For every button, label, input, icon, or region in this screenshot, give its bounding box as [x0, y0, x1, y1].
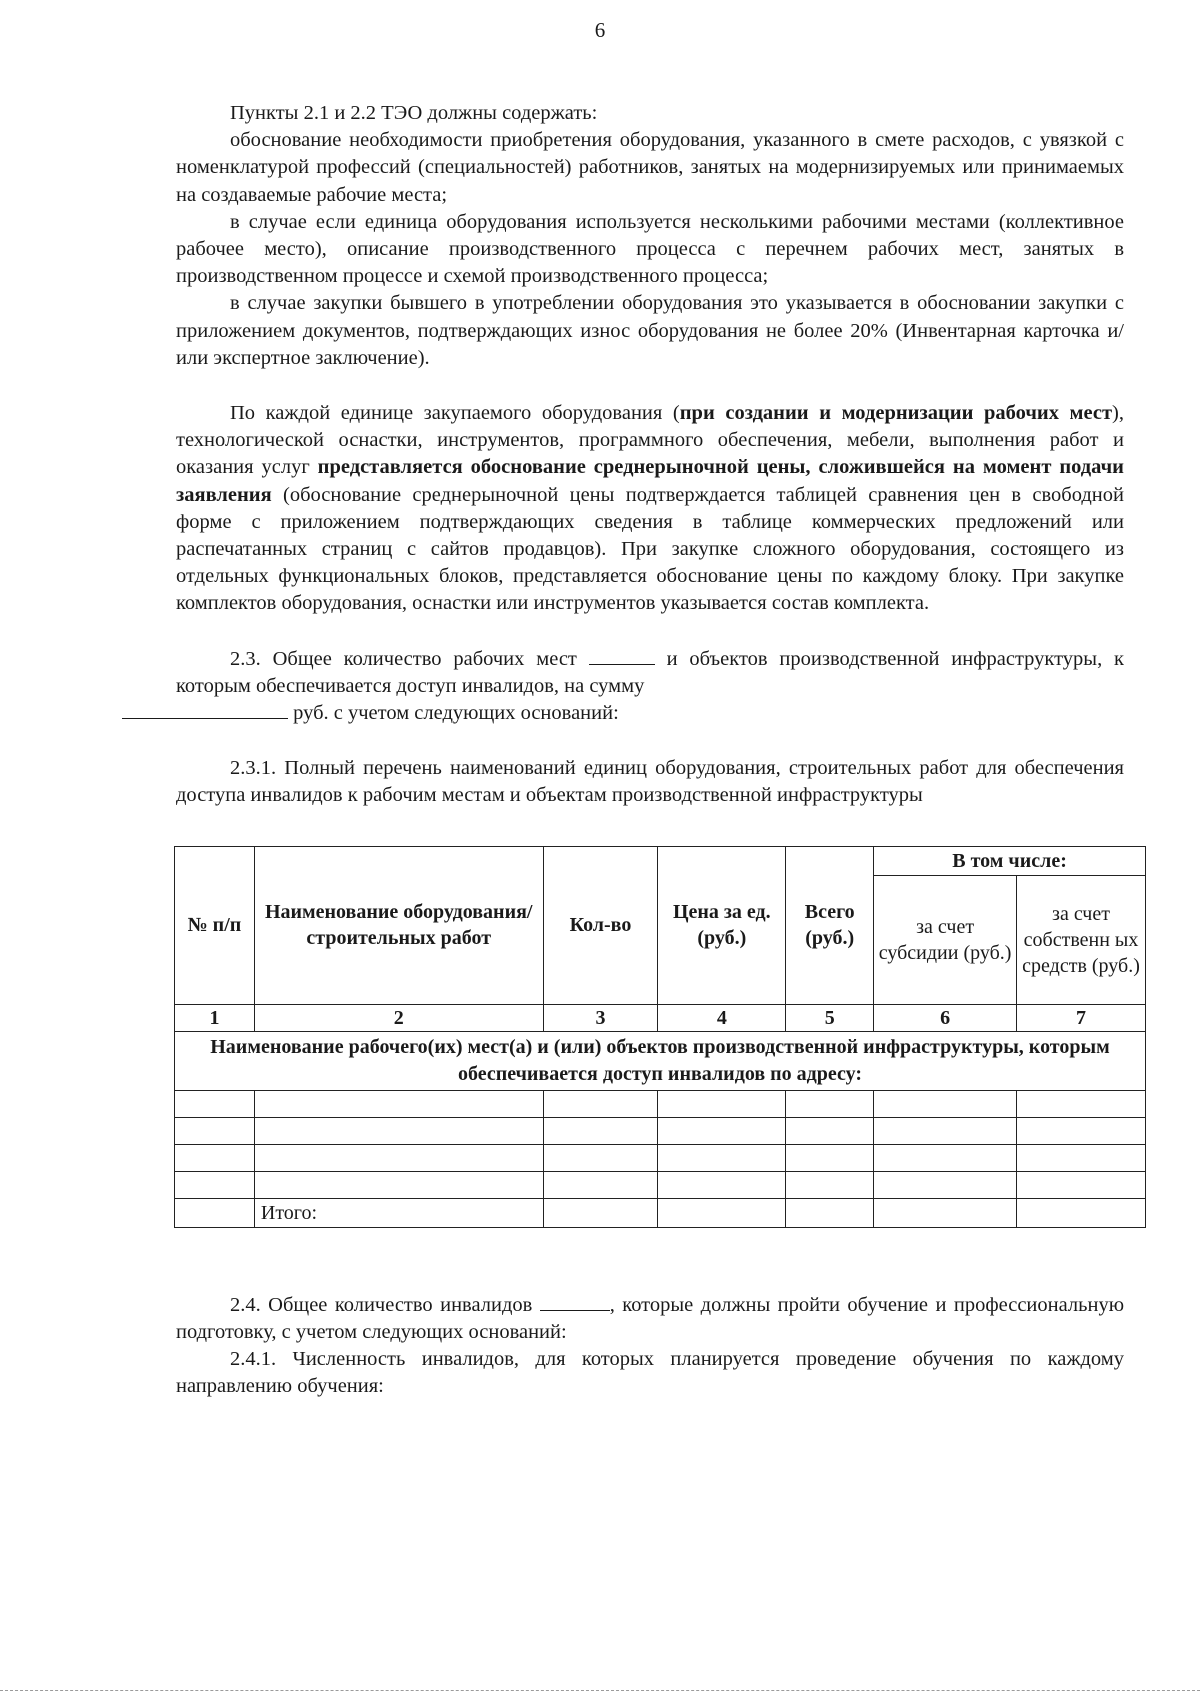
- market-price-text-1: По каждой единице закупаемого оборудования (: [230, 402, 680, 425]
- section-address-row: Наименование рабочего(их) мест(а) и (или) объектов производственной инфраструктуры, которым обеспечивается доступ инвалидов по адресу:: [175, 1031, 1146, 1090]
- header-including: В том числе:: [874, 846, 1146, 875]
- header-total: Всего (руб.): [786, 846, 874, 1004]
- header-num: № п/п: [175, 846, 255, 1004]
- section-2-3-text-2: и объектов производственной инфраструктуры, к которым обеспечивается доступ инвалидов, на сумму: [176, 647, 1124, 697]
- teo-item-used-equipment: в случае закупки бывшего в употреблении оборудования это указывается в обосновании закупки с приложением документов, подтверждающих износ оборудования не более 20% (Инвентарная карточка и/или экспертное заключение).: [176, 292, 1124, 369]
- section-2-4-text-1: 2.4. Общее количество инвалидов: [230, 1293, 540, 1316]
- disabled-count-blank[interactable]: [540, 1309, 610, 1311]
- document-body: [176, 100, 1140, 1400]
- col-number-7: 7: [1017, 1004, 1146, 1031]
- section-2-3-text-3: руб. с учетом следующих оснований:: [288, 702, 619, 725]
- table-row: [175, 1171, 1146, 1198]
- header-subsidy: за счет субсидии (руб.): [874, 875, 1017, 1004]
- page-number: 6: [594, 18, 606, 42]
- teo-intro: Пункты 2.1 и 2.2 ТЭО должны содержать:: [230, 102, 598, 124]
- market-price-text-3: (обоснование среднерыночной цены подтверждается таблицей сравнения цен в свободной форме с приложением подтверждающих сведения в таблице коммерческих предложений или распечатанных страниц с сайтов продавцов). При закупке сложного оборудования, состоящего из отдельных функциональных блоков, представляется обоснование цены по каждому блоку. При закупке комплектов оборудования, оснастки или инструментов указывается состав комплекта.: [176, 483, 1124, 615]
- sum-blank[interactable]: [122, 717, 288, 719]
- section-2-4-paragraph: [176, 1292, 1124, 1346]
- market-price-bold-2: представляется обоснование среднерыночной цены, сложившейся на момент подачи заявления: [176, 456, 1124, 506]
- workplaces-count-blank[interactable]: [589, 663, 655, 665]
- section-2-3-paragraph: [176, 646, 1124, 728]
- teo-item-equipment-justification: обоснование необходимости приобретения оборудования, указанного в смете расходов, с увязкой с номенклатурой профессий (специальностей) работников, занятых на модернизируемых или принимаемых на создаваемые рабочие места;: [176, 129, 1124, 206]
- page-bottom-edge: [0, 1690, 1200, 1691]
- market-price-text-2: ), технологической оснастки, инструментов, программного обеспечения, мебели, выполнения работ и оказания услуг: [176, 402, 1124, 479]
- section-2-3-text-1: 2.3. Общее количество рабочих мест: [230, 647, 589, 670]
- total-label: Итого:: [254, 1198, 543, 1227]
- header-name: Наименование оборудования/ строительных работ: [254, 846, 543, 1004]
- header-own-funds: за счет собственн ых средств (руб.): [1017, 875, 1146, 1004]
- col-number-3: 3: [543, 1004, 658, 1031]
- col-number-1: 1: [175, 1004, 255, 1031]
- table-row: [175, 1117, 1146, 1144]
- col-number-5: 5: [786, 1004, 874, 1031]
- section-2-4-text-2: , которые должны пройти обучение и профессиональную подготовку, с учетом следующих оснований:: [176, 1293, 1125, 1343]
- table-row: [175, 1090, 1146, 1117]
- header-price: Цена за ед. (руб.): [658, 846, 786, 1004]
- section-2-3-1-paragraph: 2.3.1. Полный перечень наименований единиц оборудования, строительных работ для обеспечения доступа инвалидов к рабочим местам и объектам производственной инфраструктуры: [176, 757, 1124, 807]
- teo-item-collective-workplace: в случае если единица оборудования используется несколькими рабочими местами (коллективное рабочее место), описание производственного процесса с перечнем рабочих мест, занятых в производственном процессе и схемой производственного процесса;: [176, 210, 1124, 288]
- equipment-table: [174, 846, 1146, 1228]
- col-number-6: 6: [874, 1004, 1017, 1031]
- total-row: [175, 1198, 1146, 1227]
- table-row: [175, 1144, 1146, 1171]
- col-number-4: 4: [658, 1004, 786, 1031]
- col-number-2: 2: [254, 1004, 543, 1031]
- section-2-4-1-paragraph: 2.4.1. Численность инвалидов, для которых планируется проведение обучения по каждому направлению обучения:: [176, 1348, 1124, 1398]
- market-price-paragraph: [176, 400, 1124, 618]
- header-qty: Кол-во: [543, 846, 658, 1004]
- market-price-bold-1: при создании и модернизации рабочих мест: [679, 402, 1113, 425]
